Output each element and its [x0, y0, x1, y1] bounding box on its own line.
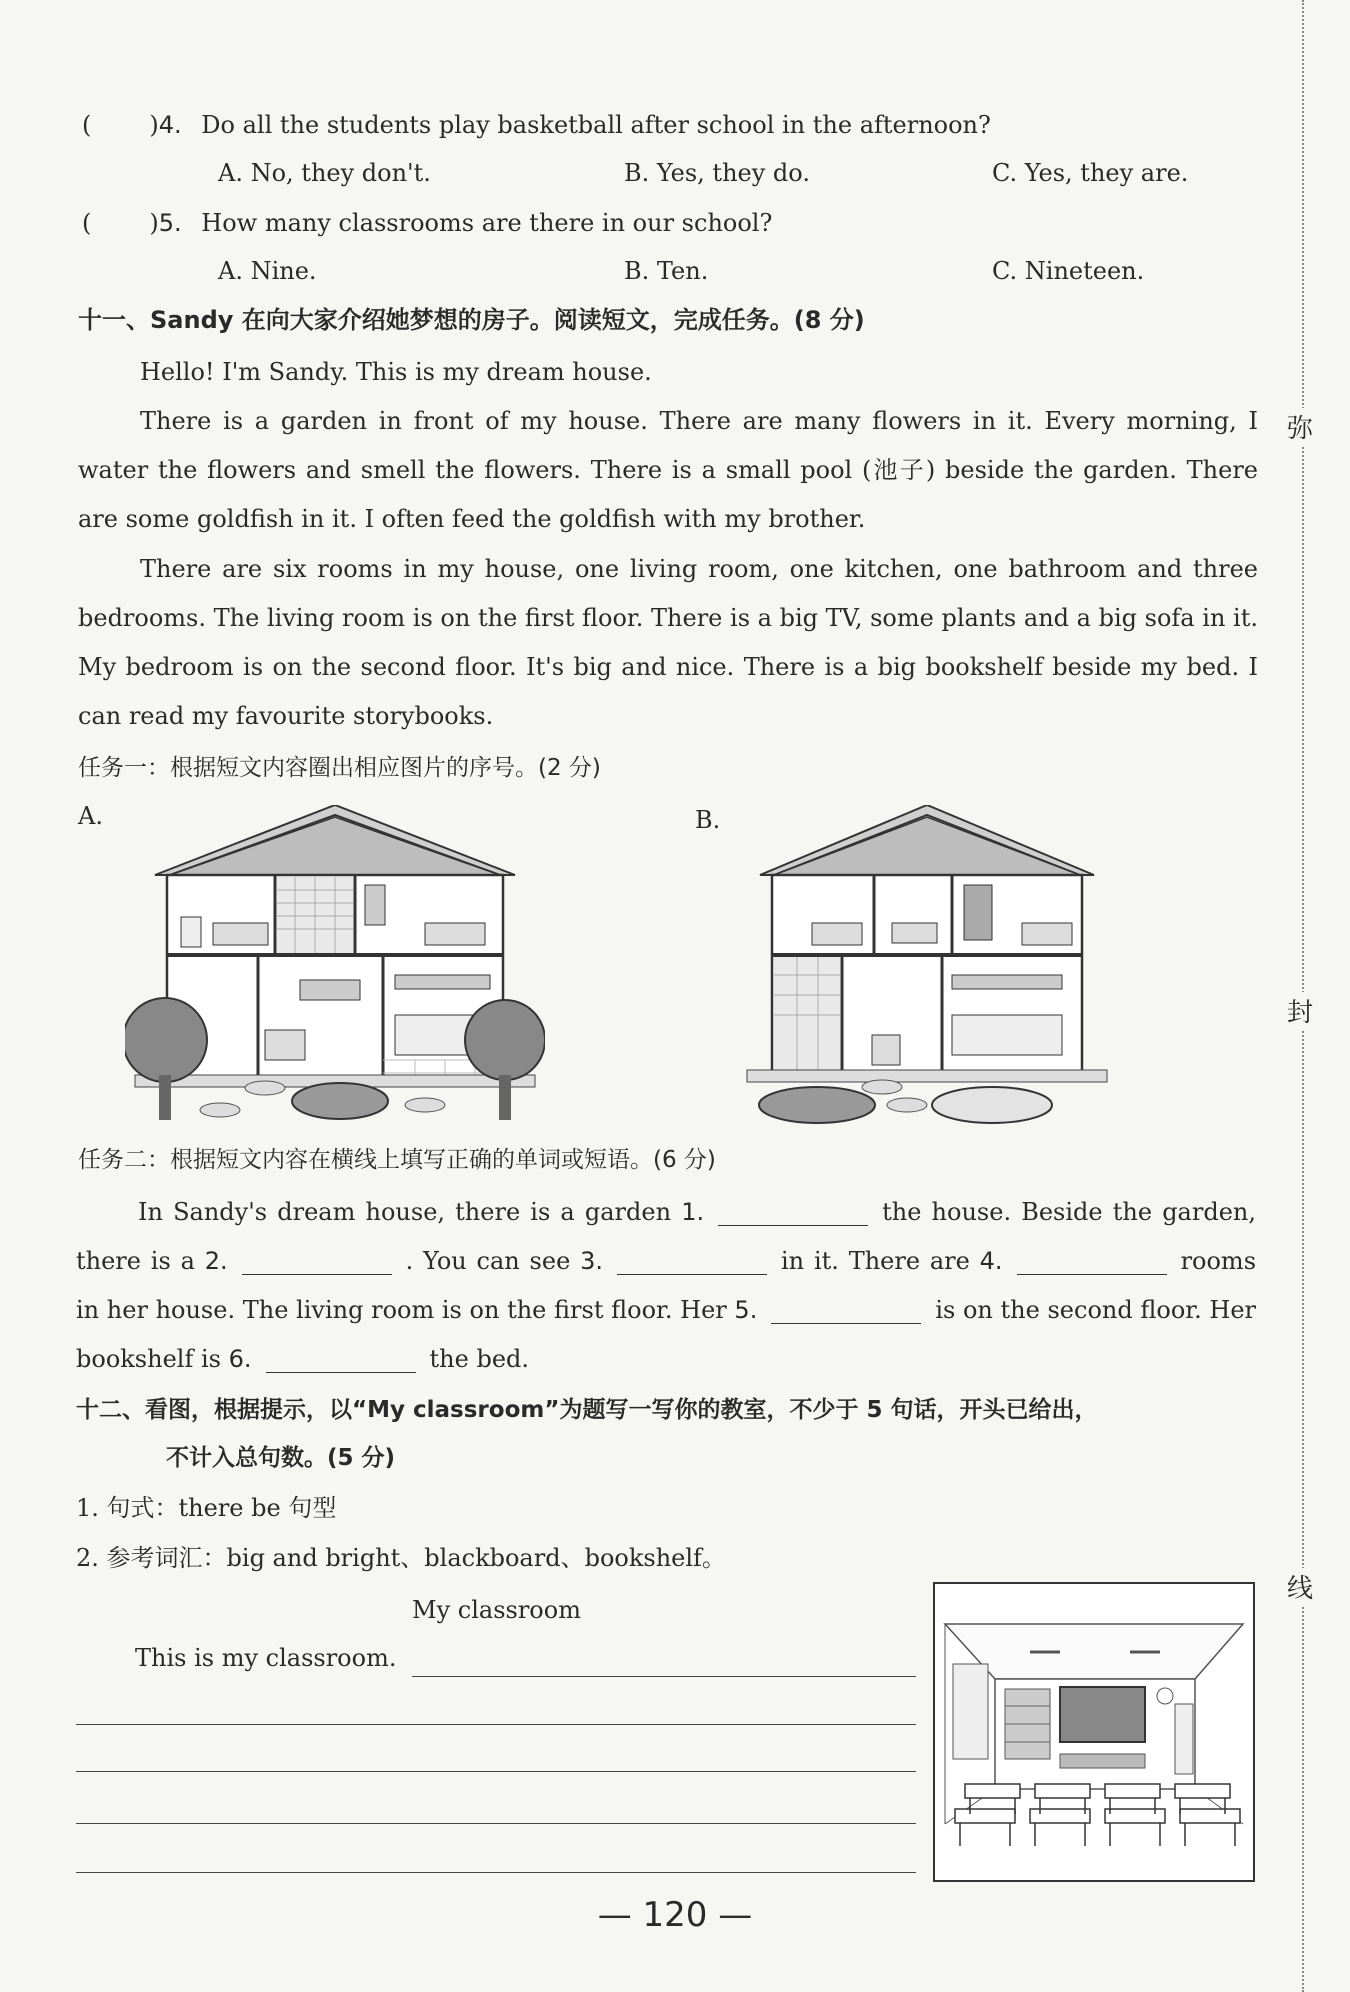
writing-line-3[interactable] — [76, 1771, 916, 1772]
section-12-heading: 十二、看图，根据提示，以“My classroom”为题写一写你的教室，不少于 5 句话，开头已给出， — [76, 1397, 1098, 1423]
question-number: 5. — [158, 209, 182, 237]
margin-char-2: 封 — [1280, 992, 1320, 1029]
writing-line-1[interactable] — [412, 1676, 916, 1677]
writing-line-5[interactable] — [76, 1872, 916, 1873]
blank-number-2: 2. — [204, 1247, 228, 1275]
passage-text: the house. Beside the garden, there is a — [76, 1198, 1256, 1275]
q4-option-a[interactable]: A. No, they don't. — [218, 159, 431, 187]
task-1-heading: 任务一：根据短文内容圈出相应图片的序号。(2 分) — [78, 755, 601, 781]
margin-char-3: 线 — [1280, 1568, 1320, 1605]
answer-blank-5[interactable] — [771, 1297, 921, 1324]
composition-start: This is my classroom. — [135, 1644, 397, 1672]
blank-number-6: 6. — [228, 1345, 252, 1373]
fill-in-passage — [76, 1188, 1256, 1384]
picture-a-label[interactable]: A. — [78, 802, 103, 830]
answer-blank-2[interactable] — [242, 1248, 392, 1275]
blank-number-1: 1. — [681, 1198, 705, 1226]
answer-blank-3[interactable] — [617, 1248, 767, 1275]
margin-char-1: 弥 — [1280, 408, 1320, 445]
question-4 — [82, 110, 991, 140]
question-number: 4. — [158, 111, 182, 139]
answer-blank-4[interactable] — [1017, 1248, 1167, 1275]
passage-text: . You can see — [405, 1247, 571, 1275]
answer-bracket-open: ( — [82, 111, 92, 139]
q5-option-a[interactable]: A. Nine. — [218, 257, 317, 285]
passage-text: the bed. — [429, 1345, 530, 1373]
blank-number-3: 3. — [580, 1247, 603, 1275]
q4-option-c[interactable]: C. Yes, they are. — [992, 159, 1189, 187]
reading-para-2: There is a garden in front of my house. There are many flowers in it. Every morning, I water the flowers and smell the flowers. There is a small pool (池子) beside the garden. There are some goldfish in it. I often feed the goldfish with my brother. — [78, 407, 1258, 533]
hint-1: 1. 句式：there be 句型 — [76, 1494, 337, 1522]
question-text: Do all the students play basketball after school in the afternoon? — [201, 111, 991, 139]
house-b-illustration[interactable] — [742, 805, 1112, 1125]
q4-option-b[interactable]: B. Yes, they do. — [624, 159, 810, 187]
hint-2: 2. 参考词汇：big and bright、blackboard、bookshelf。 — [76, 1544, 726, 1572]
answer-blank-1[interactable] — [718, 1199, 868, 1226]
house-a-illustration[interactable] — [125, 805, 545, 1125]
writing-line-4[interactable] — [76, 1823, 916, 1824]
q5-option-c[interactable]: C. Nineteen. — [992, 257, 1145, 285]
question-5 — [82, 208, 772, 238]
reading-para-3: There are six rooms in my house, one living room, one kitchen, one bathroom and three bedrooms. The living room is on the first floor. There is a big TV, some plants and a big sofa in it. My bedroom is on the second floor. It's big and nice. There is a big bookshelf beside my bed. I can read my favourite storybooks. — [78, 555, 1258, 730]
question-text: How many classrooms are there in our school? — [201, 209, 773, 237]
picture-b-label[interactable]: B. — [695, 806, 721, 834]
passage-text: In Sandy's dream house, there is a garden — [138, 1198, 672, 1226]
blank-number-5: 5. — [734, 1296, 758, 1324]
classroom-illustration — [933, 1582, 1255, 1882]
section-12-heading-cont: 不计入总句数。(5 分) — [166, 1445, 396, 1471]
passage-text: is on the second floor. Her bookshelf is — [76, 1296, 1256, 1373]
composition-title: My classroom — [412, 1596, 581, 1624]
section-11-heading: 十一、Sandy 在向大家介绍她梦想的房子。阅读短文，完成任务。(8 分) — [78, 306, 865, 334]
writing-line-2[interactable] — [76, 1724, 916, 1725]
page-number: — 120 — — [597, 1895, 753, 1935]
passage-text: rooms in her house. The living room is on the first floor. Her — [76, 1247, 1257, 1324]
task-2-heading: 任务二：根据短文内容在横线上填写正确的单词或短语。(6 分) — [78, 1147, 716, 1173]
answer-bracket-close: ) — [149, 111, 159, 139]
answer-bracket-open: ( — [82, 209, 92, 237]
answer-bracket-close: ) — [149, 209, 159, 237]
reading-para-1: Hello! I'm Sandy. This is my dream house. — [140, 358, 652, 386]
answer-blank-6[interactable] — [266, 1346, 416, 1373]
blank-number-4: 4. — [979, 1247, 1003, 1275]
q5-option-b[interactable]: B. Ten. — [624, 257, 709, 285]
passage-text: in it. There are — [781, 1247, 970, 1275]
